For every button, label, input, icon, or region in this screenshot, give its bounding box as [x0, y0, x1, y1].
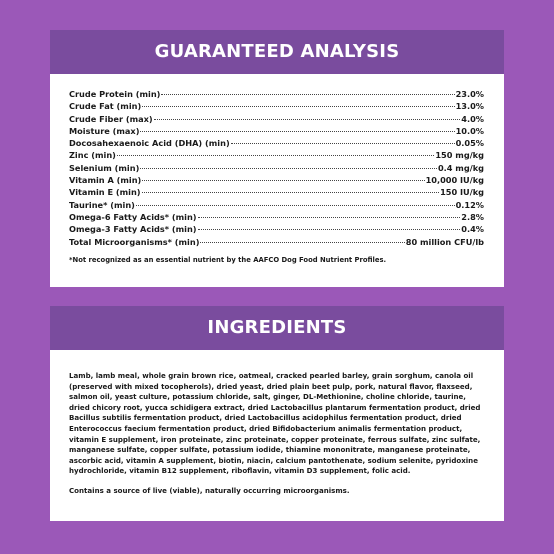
nutrient-label: Vitamin A (min) — [69, 175, 142, 186]
analysis-table — [69, 88, 484, 248]
nutrient-value: 4.0% — [461, 113, 484, 124]
analysis-row — [69, 149, 484, 161]
dot-leader — [142, 106, 454, 107]
dot-leader — [200, 242, 404, 243]
nutrient-value: 0.4% — [461, 224, 484, 235]
analysis-row — [69, 113, 484, 125]
nutrient-label: Docosahexaenoic Acid (DHA) (min) — [69, 138, 230, 149]
nutrient-value: 0.05% — [455, 138, 484, 149]
ingredients-title: INGREDIENTS — [50, 306, 504, 350]
nutrient-label: Omega-3 Fatty Acids* (min) — [69, 224, 197, 235]
analysis-row — [69, 199, 484, 211]
dot-leader — [142, 192, 440, 193]
nutrient-value: 2.8% — [461, 211, 484, 222]
nutrient-value: 80 million CFU/lb — [405, 236, 484, 247]
nutrient-label: Crude Fiber (max) — [69, 113, 153, 124]
dot-leader — [161, 94, 454, 95]
nutrient-label: Crude Protein (min) — [69, 89, 161, 99]
analysis-row — [69, 236, 484, 248]
dot-leader — [136, 205, 455, 206]
nutrient-value: 13.0% — [455, 101, 484, 112]
nutrient-label: Moisture (max) — [69, 125, 140, 136]
analysis-row — [69, 100, 484, 112]
nutrient-label: Omega-6 Fatty Acids* (min) — [69, 211, 197, 222]
dot-leader — [142, 180, 424, 181]
analysis-row — [69, 125, 484, 137]
analysis-row — [69, 174, 484, 186]
nutrient-label: Crude Fat (min) — [69, 101, 142, 112]
dot-leader — [154, 119, 461, 120]
guaranteed-analysis-panel — [50, 30, 504, 287]
nutrient-label: Total Microorganisms* (min) — [69, 236, 200, 247]
dot-leader — [140, 131, 454, 132]
nutrient-value: 10.0% — [455, 125, 484, 136]
analysis-row — [69, 88, 484, 100]
nutrient-value: 0.12% — [455, 199, 484, 210]
analysis-row — [69, 186, 484, 198]
ingredients-panel — [50, 306, 504, 521]
analysis-row — [69, 223, 484, 235]
nutrient-label: Vitamin E (min) — [69, 187, 141, 198]
nutrient-value: 23.0% — [455, 89, 484, 99]
dot-leader — [140, 168, 437, 169]
dot-leader — [231, 143, 455, 144]
guaranteed-analysis-title: GUARANTEED ANALYSIS — [50, 30, 504, 74]
analysis-row — [69, 211, 484, 223]
dot-leader — [198, 229, 461, 230]
analysis-footnote: *Not recognized as an essential nutrient by the AAFCO Dog Food Nutrient Profiles. — [69, 255, 387, 264]
nutrient-value: 10,000 IU/kg — [425, 175, 484, 186]
microorganisms-note: Contains a source of live (viable), naturally occurring microorganisms. — [69, 485, 350, 495]
dot-leader — [198, 217, 461, 218]
analysis-row — [69, 137, 484, 149]
dot-leader — [117, 155, 434, 156]
analysis-row — [69, 162, 484, 174]
nutrient-label: Zinc (min) — [69, 150, 116, 161]
nutrient-value: 150 mg/kg — [435, 150, 484, 161]
nutrient-label: Selenium (min) — [69, 162, 140, 173]
nutrient-label: Taurine* (min) — [69, 199, 135, 210]
ingredients-list-text: Lamb, lamb meal, whole grain brown rice, oatmeal, cracked pearled barley, grain sorghum, canola oil (preserved with mixed tocopherols), dried yeast, dried plain beet pulp, pork, natural flavor, flaxseed, salmon oil, yeast culture, potassium chloride, salt, ginger, DL-Methionine, choline chloride, taurine, dried chicory root, yucca schidigera extract, dried Lactobacillus plantarum fermentation product, dried Bacillus subtilis fermentation product, dried Lactobacillus acidophilus fermentation product, dried Enterococcus faecium fermentation product, dried Bifidobacterium animalis fermentation product, vitamin E supplement, iron proteinate, zinc proteinate, copper proteinate, ferrous sulfate, zinc sulfate, manganese sulfate, copper sulfate, potassium iodide, thiamine mononitrate, manganese proteinate, ascorbic acid, vitamin A supplement, biotin, niacin, calcium pantothenate, sodium selenite, pyridoxine hydrochloride, vitamin B12 supplement, riboflavin, vitamin D3 supplement, folic acid. — [69, 371, 481, 476]
nutrient-value: 150 IU/kg — [440, 187, 484, 198]
nutrient-value: 0.4 mg/kg — [437, 162, 484, 173]
